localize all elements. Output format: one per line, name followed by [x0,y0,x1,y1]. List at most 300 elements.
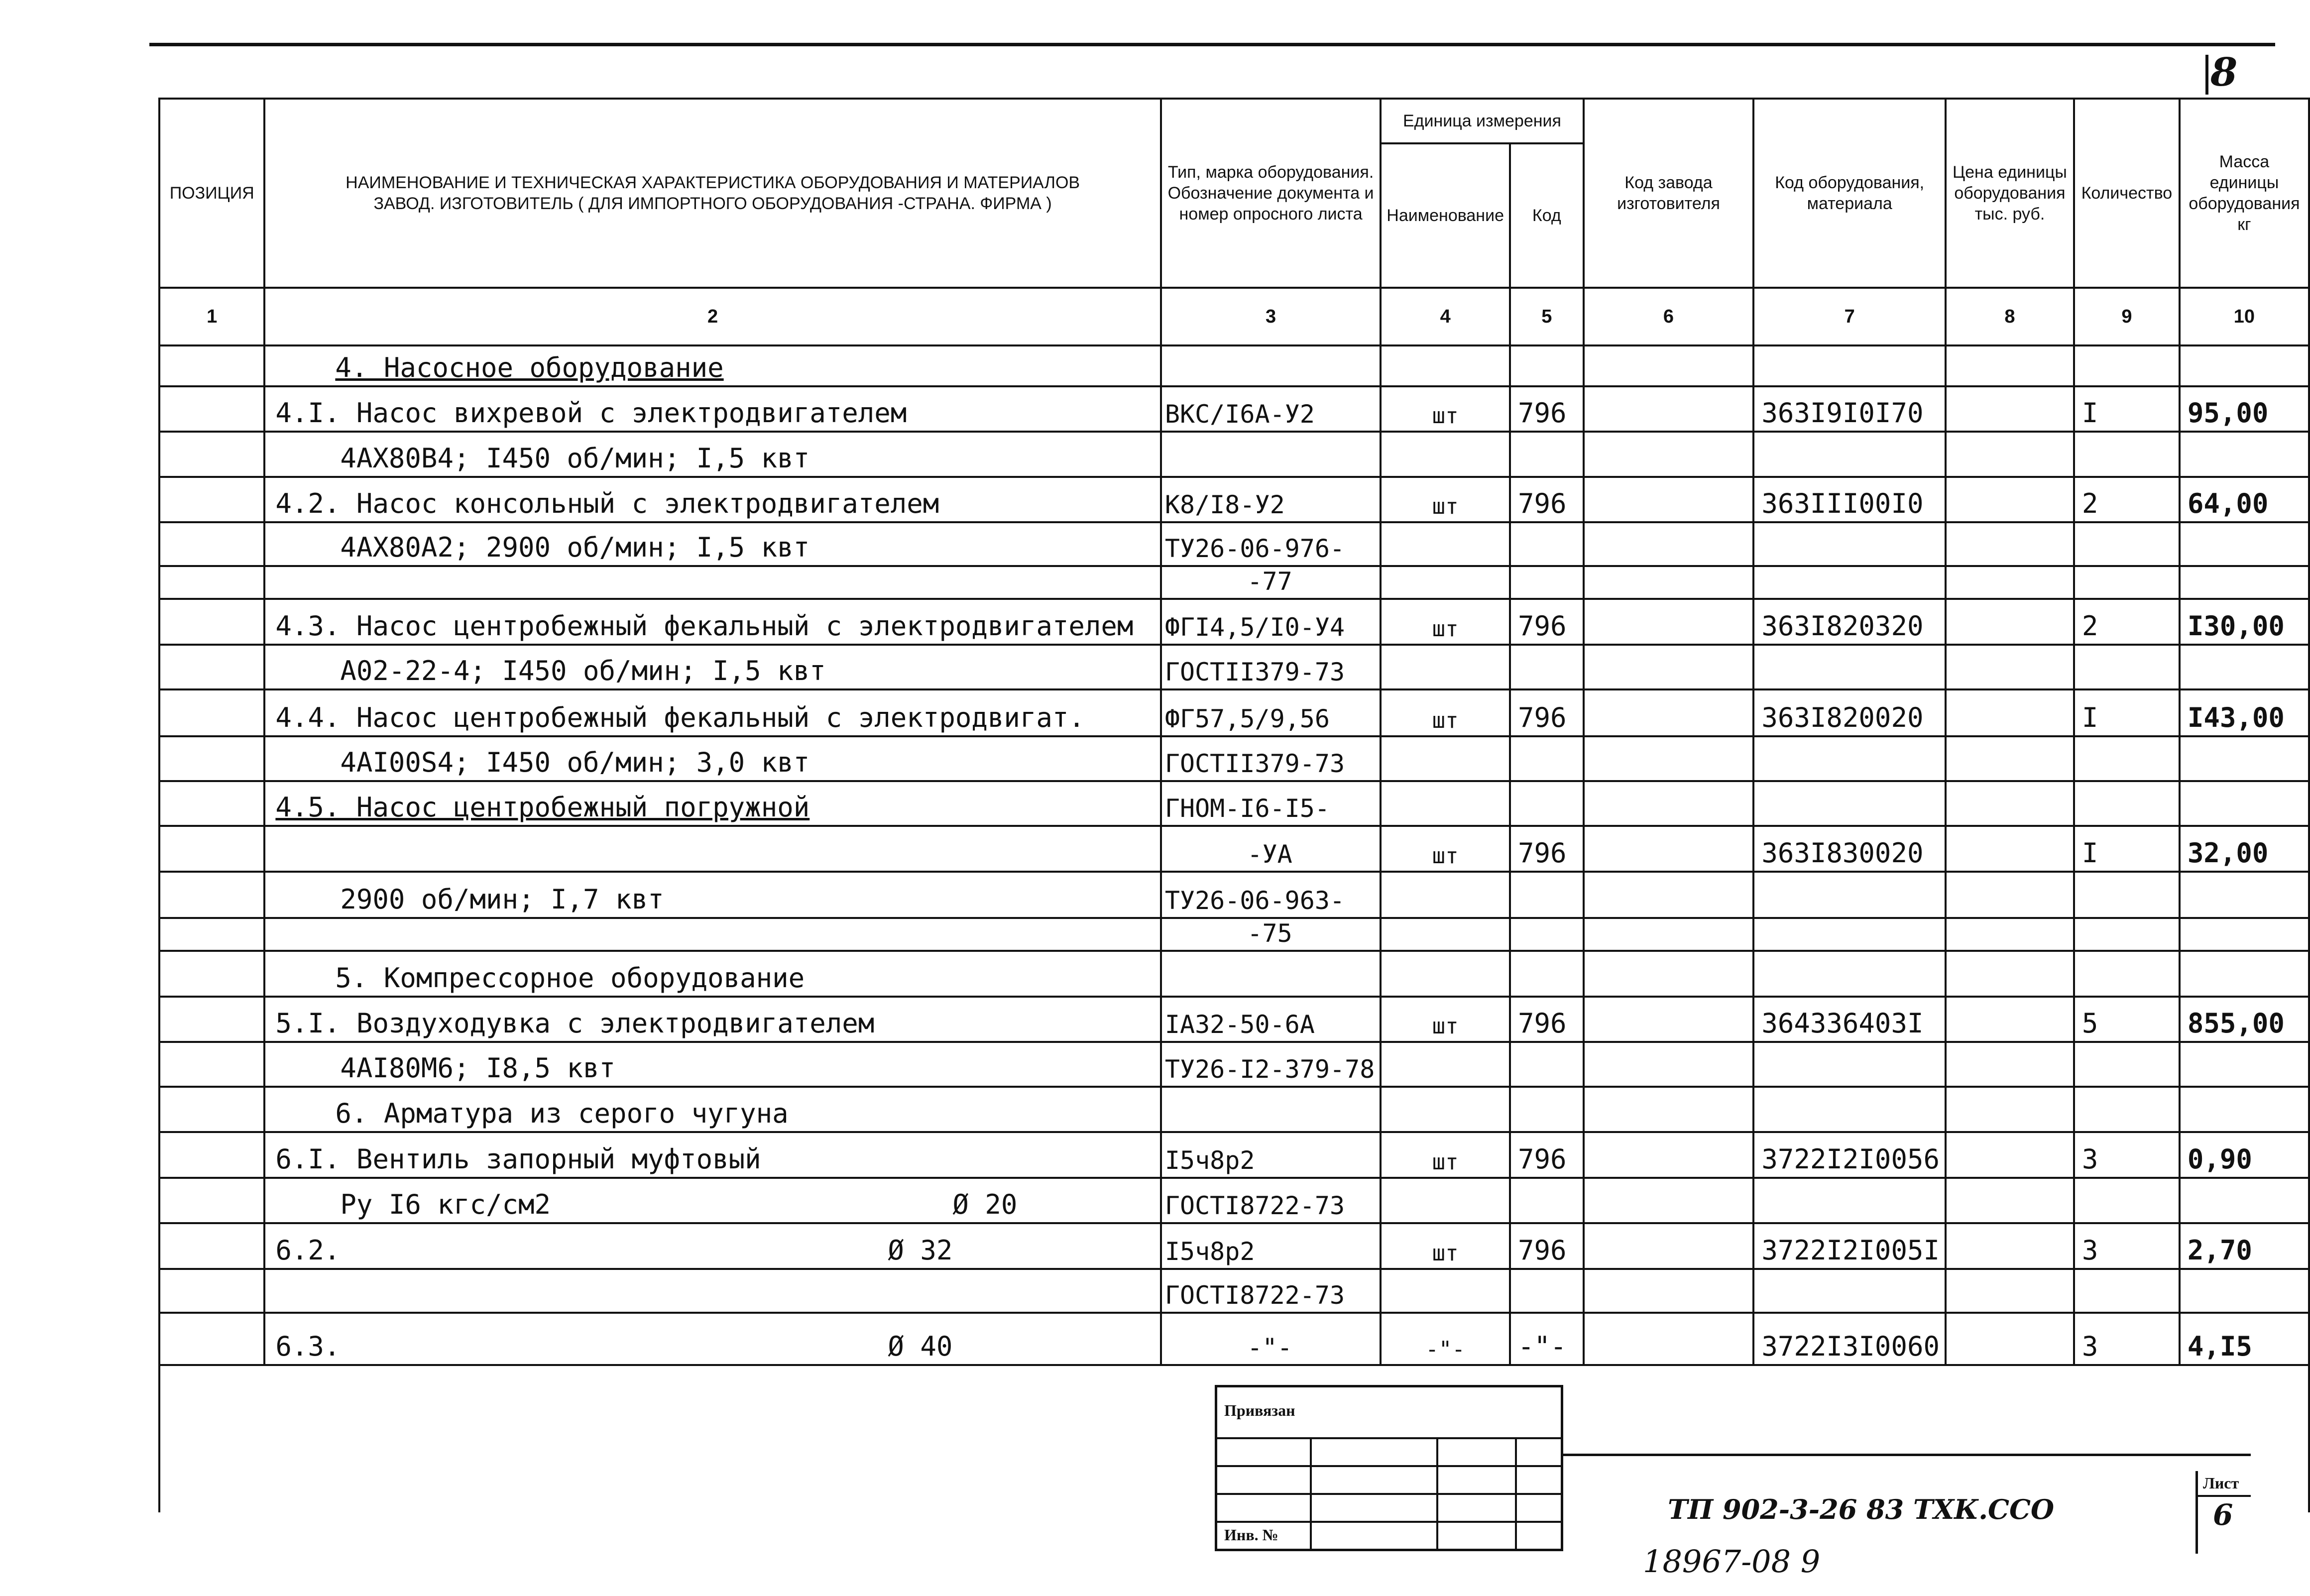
cell-type: I5ч8р2 [1161,1223,1381,1269]
cell-c8 [1946,689,2074,736]
cell-unit [1381,781,1510,826]
cell-qty: I [2074,386,2180,432]
cell-code: 796 [1510,689,1584,736]
cell-equip: 363I820320 [1753,599,1946,645]
cell-c8 [1946,1132,2074,1178]
corner-bar [2205,55,2208,95]
cell-type: ГНОМ-I6-I5- [1161,781,1381,826]
cell-c6 [1584,566,1754,599]
cell-c1 [159,1042,264,1087]
cell-mass: I30,00 [2180,599,2309,645]
cell-code: -"- [1510,1313,1584,1365]
cell-c6 [1584,645,1754,689]
cell-c8 [1946,1178,2074,1223]
header-unit-code: Код [1510,143,1584,288]
header-name-line2: ЗАВОД. ИЗГОТОВИТЕЛЬ ( ДЛЯ ИМПОРТНОГО ОБОРУДОВАНИЯ -СТРАНА. ФИРМА ) [373,194,1052,213]
cell-equip: 3722I2I0056 [1753,1132,1946,1178]
header-name [264,99,1160,288]
table-row [159,1269,2309,1313]
table-row [159,1042,2309,1087]
table-row [159,781,2309,826]
cell-mass [2180,951,2309,997]
cell-mass [2180,1042,2309,1087]
cell-equip [1753,1042,1946,1087]
cell-mass [2180,1087,2309,1132]
cell-c8 [1946,386,2074,432]
cell-c1 [159,736,264,781]
cell-name [264,1087,1160,1132]
cell-type: -УА [1161,826,1381,872]
cell-equip: 363III00I0 [1753,477,1946,522]
column-number: 10 [2180,288,2309,345]
cell-code [1510,1042,1584,1087]
cell-code [1510,872,1584,918]
column-number: 3 [1161,288,1381,345]
cell-code [1510,736,1584,781]
cell-type: ТУ26-06-963- [1161,872,1381,918]
item-name: 4.5. Насос центробежный погружной [275,792,810,823]
item-name: А02-22-4; I450 об/мин; I,5 квт [340,655,826,686]
cell-code [1510,1087,1584,1132]
cell-mass [2180,345,2309,386]
cell-unit [1381,1178,1510,1223]
header-name-line1: НАИМЕНОВАНИЕ И ТЕХНИЧЕСКАЯ ХАРАКТЕРИСТИКА ОБОРУДОВАНИЯ И МАТЕРИАЛОВ [346,173,1080,192]
cell-c6 [1584,736,1754,781]
sheet-number: 6 [2213,1498,2233,1532]
table-row [159,1132,2309,1178]
cell-type: ГОСТII379-73 [1161,736,1381,781]
cell-mass [2180,522,2309,566]
cell-qty [2074,522,2180,566]
cell-c8 [1946,522,2074,566]
cell-mass: 32,00 [2180,826,2309,872]
document-code: ТП 902-3-26 83 ТХК.ССО [1668,1493,2055,1525]
item-name: 5. Компрессорное оборудование [335,962,805,994]
cell-type: -"- [1161,1313,1381,1365]
cell-equip: 364336403I [1753,997,1946,1042]
cell-c6 [1584,599,1754,645]
item-name: 4.3. Насос центробежный фекальный с электродвигателем [275,610,1134,642]
cell-c8 [1946,345,2074,386]
cell-c6 [1584,386,1754,432]
table-row [159,386,2309,432]
cell-type: ТУ26-06-976- [1161,522,1381,566]
table-row [159,645,2309,689]
cell-c1 [159,1087,264,1132]
cell-c1 [159,477,264,522]
cell-qty [2074,1178,2180,1223]
cell-code [1510,645,1584,689]
cell-unit [1381,1269,1510,1313]
cell-equip [1753,872,1946,918]
item-name: 4АХ80В4; I450 об/мин; I,5 квт [340,443,810,474]
cell-code [1510,918,1584,951]
item-name: Ру I6 кгс/см2 [340,1189,551,1220]
cell-c8 [1946,997,2074,1042]
table-row [159,1223,2309,1269]
table-row [159,432,2309,477]
cell-equip [1753,736,1946,781]
cell-c6 [1584,781,1754,826]
item-name: 6. Арматура из серого чугуна [335,1098,789,1129]
cell-mass: 4,I5 [2180,1313,2309,1365]
header-unit: Единица измерения [1381,99,1583,143]
cell-name [264,918,1160,951]
cell-qty: 3 [2074,1132,2180,1178]
cell-qty [2074,872,2180,918]
cell-type: ВКС/I6А-У2 [1161,386,1381,432]
cell-qty: 3 [2074,1313,2180,1365]
cell-equip: 363I820020 [1753,689,1946,736]
cell-qty [2074,645,2180,689]
item-name: 6.3. [275,1331,341,1362]
cell-type: К8/I8-У2 [1161,477,1381,522]
table-row [159,997,2309,1042]
cell-type [1161,345,1381,386]
cell-c8 [1946,1087,2074,1132]
cell-c6 [1584,826,1754,872]
cell-qty [2074,1042,2180,1087]
cell-code [1510,781,1584,826]
column-number: 4 [1381,288,1510,345]
cell-equip: 3722I2I005I [1753,1223,1946,1269]
cell-c1 [159,1223,264,1269]
cell-code [1510,566,1584,599]
cell-c8 [1946,951,2074,997]
cell-unit: шт [1381,477,1510,522]
cell-c1 [159,1269,264,1313]
cell-name [264,599,1160,645]
cell-c6 [1584,951,1754,997]
specification-table [158,98,2310,1512]
cell-unit: шт [1381,599,1510,645]
table-body [159,345,2309,1365]
cell-qty: 5 [2074,997,2180,1042]
sheet-box [2195,1471,2251,1554]
cell-c8 [1946,826,2074,872]
cell-code [1510,951,1584,997]
cell-c6 [1584,1269,1754,1313]
item-name: 6.I. Вентиль запорный муфтовый [275,1143,761,1175]
cell-unit: шт [1381,826,1510,872]
cell-unit [1381,1042,1510,1087]
cell-equip [1753,1178,1946,1223]
cell-type: I5ч8р2 [1161,1132,1381,1178]
column-number: 6 [1584,288,1754,345]
cell-c6 [1584,432,1754,477]
cell-c8 [1946,645,2074,689]
cell-equip [1753,345,1946,386]
cell-name [264,345,1160,386]
cell-mass: 64,00 [2180,477,2309,522]
cell-c8 [1946,477,2074,522]
cell-qty [2074,736,2180,781]
cell-name [264,997,1160,1042]
cell-name [264,1132,1160,1178]
cell-c6 [1584,872,1754,918]
cell-c1 [159,522,264,566]
cell-c6 [1584,1223,1754,1269]
cell-type: ГОСТI8722-73 [1161,1269,1381,1313]
item-name: 4.4. Насос центробежный фекальный с электродвигат. [275,702,1085,733]
cell-c1 [159,826,264,872]
cell-type: ГОСТI8722-73 [1161,1178,1381,1223]
cell-mass [2180,1269,2309,1313]
cell-equip [1753,645,1946,689]
cell-mass: 0,90 [2180,1132,2309,1178]
cell-mass [2180,1178,2309,1223]
table-row [159,599,2309,645]
cell-qty [2074,1269,2180,1313]
cell-qty: I [2074,689,2180,736]
cell-equip [1753,951,1946,997]
cell-equip: 3722I3I0060 [1753,1313,1946,1365]
cell-qty [2074,1087,2180,1132]
column-number-row [159,288,2309,345]
sheet-label: Лист [2203,1474,2239,1492]
cell-equip [1753,432,1946,477]
table-row [159,689,2309,736]
cell-name [264,477,1160,522]
cell-code: 796 [1510,386,1584,432]
cell-name [264,645,1160,689]
cell-code [1510,522,1584,566]
cell-c1 [159,1132,264,1178]
cell-equip [1753,918,1946,951]
top-border-line [149,43,2275,46]
cell-unit [1381,345,1510,386]
cell-c8 [1946,599,2074,645]
item-name: 4. Насосное оборудование [335,352,724,383]
cell-c6 [1584,918,1754,951]
cell-name [264,1223,1160,1269]
cell-c1 [159,689,264,736]
cell-c6 [1584,1087,1754,1132]
cell-c1 [159,918,264,951]
cell-c8 [1946,1042,2074,1087]
cell-c8 [1946,1313,2074,1365]
stamp-bound-label: Привязан [1224,1401,1295,1419]
cell-c1 [159,645,264,689]
corner-sheet-number: 8 [2210,50,2238,95]
cell-c8 [1946,872,2074,918]
cell-c6 [1584,997,1754,1042]
cell-c8 [1946,1223,2074,1269]
cell-code: 796 [1510,1223,1584,1269]
binding-stamp [1215,1385,1563,1551]
cell-code: 796 [1510,599,1584,645]
cell-c8 [1946,1269,2074,1313]
cell-name [264,386,1160,432]
cell-qty [2074,566,2180,599]
column-number: 9 [2074,288,2180,345]
cell-type: ФГ57,5/9,56 [1161,689,1381,736]
table-row [159,1178,2309,1223]
item-name: 4АI80М6; I8,5 квт [340,1052,616,1084]
stamp-inv-label: Инв. № [1224,1526,1278,1544]
cell-mass: 2,70 [2180,1223,2309,1269]
cell-name [264,522,1160,566]
cell-type [1161,1087,1381,1132]
cell-name [264,566,1160,599]
cell-code [1510,1178,1584,1223]
diameter: Ø 20 [952,1189,1018,1220]
item-name: 4.2. Насос консольный с электродвигателем [275,488,939,519]
cell-mass [2180,736,2309,781]
cell-unit: шт [1381,997,1510,1042]
cell-name [264,826,1160,872]
cell-unit [1381,736,1510,781]
cell-c8 [1946,736,2074,781]
cell-type: ФГI4,5/I0-У4 [1161,599,1381,645]
cell-type: -75 [1161,918,1381,951]
column-number: 2 [264,288,1160,345]
cell-code: 796 [1510,477,1584,522]
cell-equip [1753,781,1946,826]
cell-c8 [1946,781,2074,826]
cell-unit: шт [1381,1132,1510,1178]
cell-name [264,1042,1160,1087]
cell-c8 [1946,566,2074,599]
cell-name [264,1269,1160,1313]
header-maker-code: Код завода изготовителя [1584,99,1754,288]
cell-name [264,951,1160,997]
cell-type [1161,951,1381,997]
cell-c1 [159,386,264,432]
cell-c8 [1946,918,2074,951]
cell-type: ГОСТII379-73 [1161,645,1381,689]
header-mass: Масса единицы оборудования кг [2180,99,2309,288]
table-row [159,826,2309,872]
cell-qty [2074,432,2180,477]
cell-equip [1753,522,1946,566]
cell-c6 [1584,1313,1754,1365]
cell-c6 [1584,345,1754,386]
cell-mass [2180,872,2309,918]
header-price: Цена единицы оборудования тыс. руб. [1946,99,2074,288]
table-row [159,1313,2309,1365]
cell-mass: 95,00 [2180,386,2309,432]
item-name: 4АI00S4; I450 об/мин; 3,0 квт [340,747,810,778]
table-row [159,477,2309,522]
cell-c1 [159,781,264,826]
cell-c1 [159,997,264,1042]
cell-c1 [159,345,264,386]
cell-code [1510,1269,1584,1313]
cell-equip: 363I830020 [1753,826,1946,872]
cell-unit [1381,872,1510,918]
header-type: Тип, марка оборудования. Обозначение документа и номер опросного листа [1161,99,1381,288]
cell-code: 796 [1510,1132,1584,1178]
inventory-number: 18967-08 9 [1643,1543,1821,1580]
column-number: 8 [1946,288,2074,345]
cell-c8 [1946,432,2074,477]
item-name: 4АХ80А2; 2900 об/мин; I,5 квт [340,532,810,563]
cell-unit [1381,432,1510,477]
table-row [159,872,2309,918]
cell-unit: -"- [1381,1313,1510,1365]
cell-c1 [159,872,264,918]
cell-mass: I43,00 [2180,689,2309,736]
column-number: 7 [1753,288,1946,345]
cell-qty: 2 [2074,599,2180,645]
cell-c1 [159,951,264,997]
cell-mass: 855,00 [2180,997,2309,1042]
cell-c1 [159,599,264,645]
diameter: Ø 32 [888,1235,953,1266]
cell-qty: 3 [2074,1223,2180,1269]
cell-unit [1381,918,1510,951]
cell-equip [1753,1269,1946,1313]
item-name: 2900 об/мин; I,7 квт [340,884,664,915]
cell-c6 [1584,477,1754,522]
cell-name [264,1313,1160,1365]
cell-unit [1381,1087,1510,1132]
table-row [159,522,2309,566]
cell-mass [2180,645,2309,689]
cell-mass [2180,781,2309,826]
cell-unit [1381,522,1510,566]
cell-c1 [159,1313,264,1365]
cell-code: 796 [1510,997,1584,1042]
cell-unit: шт [1381,386,1510,432]
item-name: 4.I. Насос вихревой с электродвигателем [275,397,907,429]
cell-qty: I [2074,826,2180,872]
table-row [159,566,2309,599]
cell-mass [2180,432,2309,477]
cell-name [264,872,1160,918]
cell-code [1510,345,1584,386]
cell-code: 796 [1510,826,1584,872]
title-block-line [1563,1454,2251,1456]
table-row [159,736,2309,781]
cell-equip [1753,1087,1946,1132]
column-number: 5 [1510,288,1584,345]
cell-qty [2074,781,2180,826]
cell-name [264,736,1160,781]
cell-name [264,432,1160,477]
cell-qty [2074,345,2180,386]
header-position: ПОЗИЦИЯ [159,99,264,288]
header-qty: Количество [2074,99,2180,288]
cell-unit: шт [1381,689,1510,736]
cell-equip: 363I9I0I70 [1753,386,1946,432]
cell-c6 [1584,522,1754,566]
table-row [159,345,2309,386]
cell-unit [1381,566,1510,599]
cell-c6 [1584,1042,1754,1087]
table-row [159,918,2309,951]
cell-name [264,689,1160,736]
cell-c1 [159,566,264,599]
item-name: 5.I. Воздуходувка с электродвигателем [275,1008,875,1039]
cell-c1 [159,432,264,477]
cell-unit [1381,645,1510,689]
header-equip-code: Код оборудования, материала [1753,99,1946,288]
cell-name [264,781,1160,826]
cell-c6 [1584,1132,1754,1178]
cell-qty: 2 [2074,477,2180,522]
cell-c1 [159,1178,264,1223]
cell-c6 [1584,1178,1754,1223]
cell-unit [1381,951,1510,997]
cell-name [264,1178,1160,1223]
cell-mass [2180,566,2309,599]
header-row-1 [159,99,2309,143]
header-unit-name: Наименование [1381,143,1510,288]
cell-mass [2180,918,2309,951]
item-name: 6.2. [275,1235,341,1266]
